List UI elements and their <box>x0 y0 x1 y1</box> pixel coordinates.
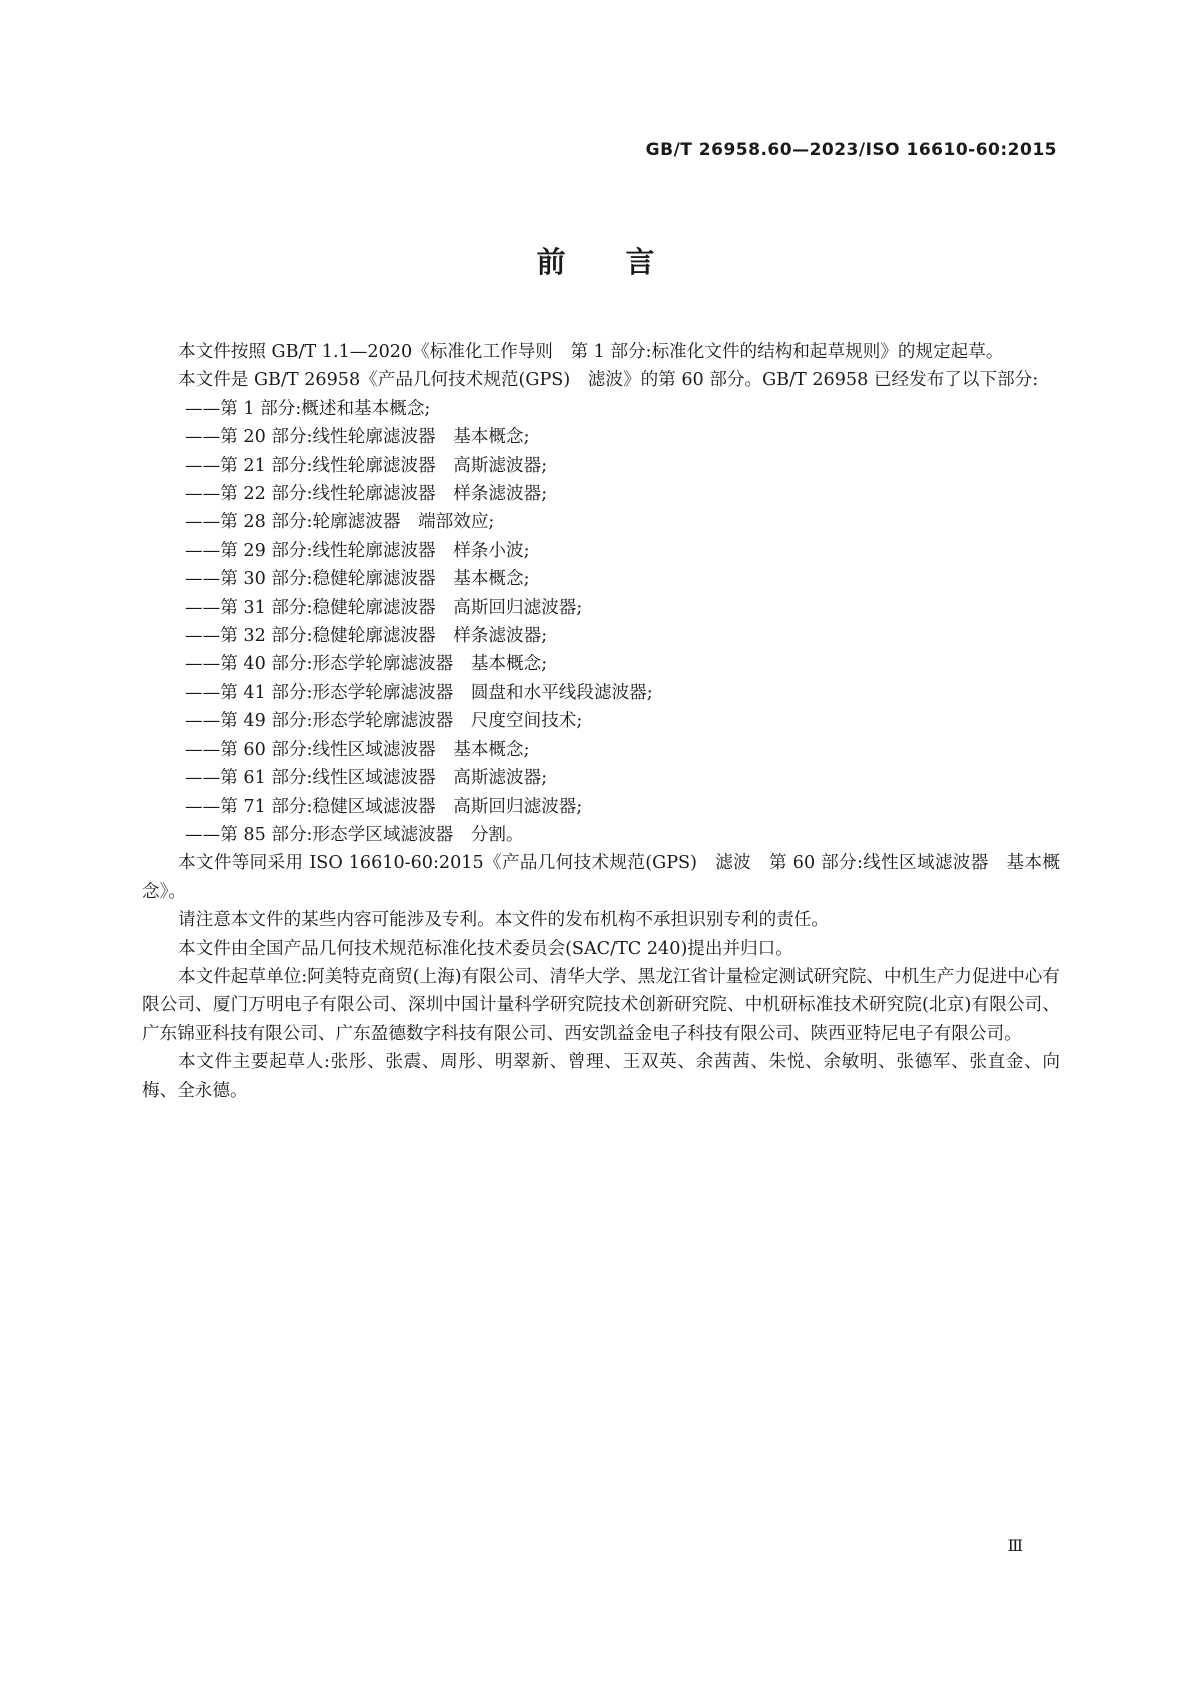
page-title: 前言 <box>536 245 715 279</box>
list-item: ——第 32 部分:稳健轮廓滤波器 样条滤波器; <box>185 626 548 647</box>
list-item: ——第 1 部分:概述和基本概念; <box>185 398 431 419</box>
list-item: ——第 30 部分:稳健轮廓滤波器 基本概念; <box>185 569 530 590</box>
paragraph-committee: 本文件由全国产品几何技术规范标准化技术委员会(SAC/TC 240)提出并归口。 <box>178 938 793 959</box>
paragraph-drafting-units: 本文件起草单位:阿美特克商贸(上海)有限公司、清华大学、黑龙江省计量检定测试研究院、中机生产力促进中心有限公司、厦门万明电子有限公司、深圳中国计量科学研究院技术创新研究院、中机研标准技术研究院(北京)有限公司、广东锦亚科技有限公司、广东盈德数字科技有限公司、西安凯益金电子科技有限公司、陕西亚特尼电子有限公司。 <box>142 966 1060 1044</box>
list-item: ——第 40 部分:形态学轮廓滤波器 基本概念; <box>185 654 548 675</box>
document-code-header: GB/T 26958.60—2023/ISO 16610-60:2015 <box>645 140 1057 160</box>
paragraph-drafters: 本文件主要起草人:张彤、张震、周彤、明翠新、曾理、王双英、余茜茜、朱悦、余敏明、张德军、张直金、向梅、全永德。 <box>142 1052 1060 1101</box>
list-item: ——第 41 部分:形态学轮廓滤波器 圆盘和水平线段滤波器; <box>185 682 653 703</box>
paragraph-adoption: 本文件等同采用 ISO 16610-60:2015《产品几何技术规范(GPS) 滤波 第 60 部分:线性区域滤波器 基本概念》。 <box>142 853 1060 902</box>
list-item: ——第 71 部分:稳健区域滤波器 高斯回归滤波器; <box>185 796 583 817</box>
list-item: ——第 22 部分:线性轮廓滤波器 样条滤波器; <box>185 484 548 505</box>
foreword-body <box>142 338 1060 1105</box>
page-number: Ⅲ <box>1007 1536 1023 1555</box>
list-item: ——第 85 部分:形态学区域滤波器 分割。 <box>185 824 524 845</box>
paragraph-series-intro: 本文件是 GB/T 26958《产品几何技术规范(GPS) 滤波》的第 60 部分。GB/T 26958 已经发布了以下部分: <box>178 370 1039 391</box>
paragraph-drafting-rules: 本文件按照 GB/T 1.1—2020《标准化工作导则 第 1 部分:标准化文件的结构和起草规则》的规定起草。 <box>178 342 1004 362</box>
list-item: ——第 28 部分:轮廓滤波器 端部效应; <box>185 512 495 533</box>
parts-list <box>142 395 1060 850</box>
list-item: ——第 61 部分:线性区域滤波器 高斯滤波器; <box>185 768 548 789</box>
list-item: ——第 20 部分:线性轮廓滤波器 基本概念; <box>185 427 530 448</box>
list-item: ——第 29 部分:线性轮廓滤波器 样条小波; <box>185 540 530 561</box>
paragraph-patent-notice: 请注意本文件的某些内容可能涉及专利。本文件的发布机构不承担识别专利的责任。 <box>178 910 829 931</box>
list-item: ——第 21 部分:线性轮廓滤波器 高斯滤波器; <box>185 455 548 476</box>
list-item: ——第 60 部分:线性区域滤波器 基本概念; <box>185 739 530 760</box>
list-item: ——第 31 部分:稳健轮廓滤波器 高斯回归滤波器; <box>185 597 583 618</box>
list-item: ——第 49 部分:形态学轮廓滤波器 尺度空间技术; <box>185 711 583 732</box>
